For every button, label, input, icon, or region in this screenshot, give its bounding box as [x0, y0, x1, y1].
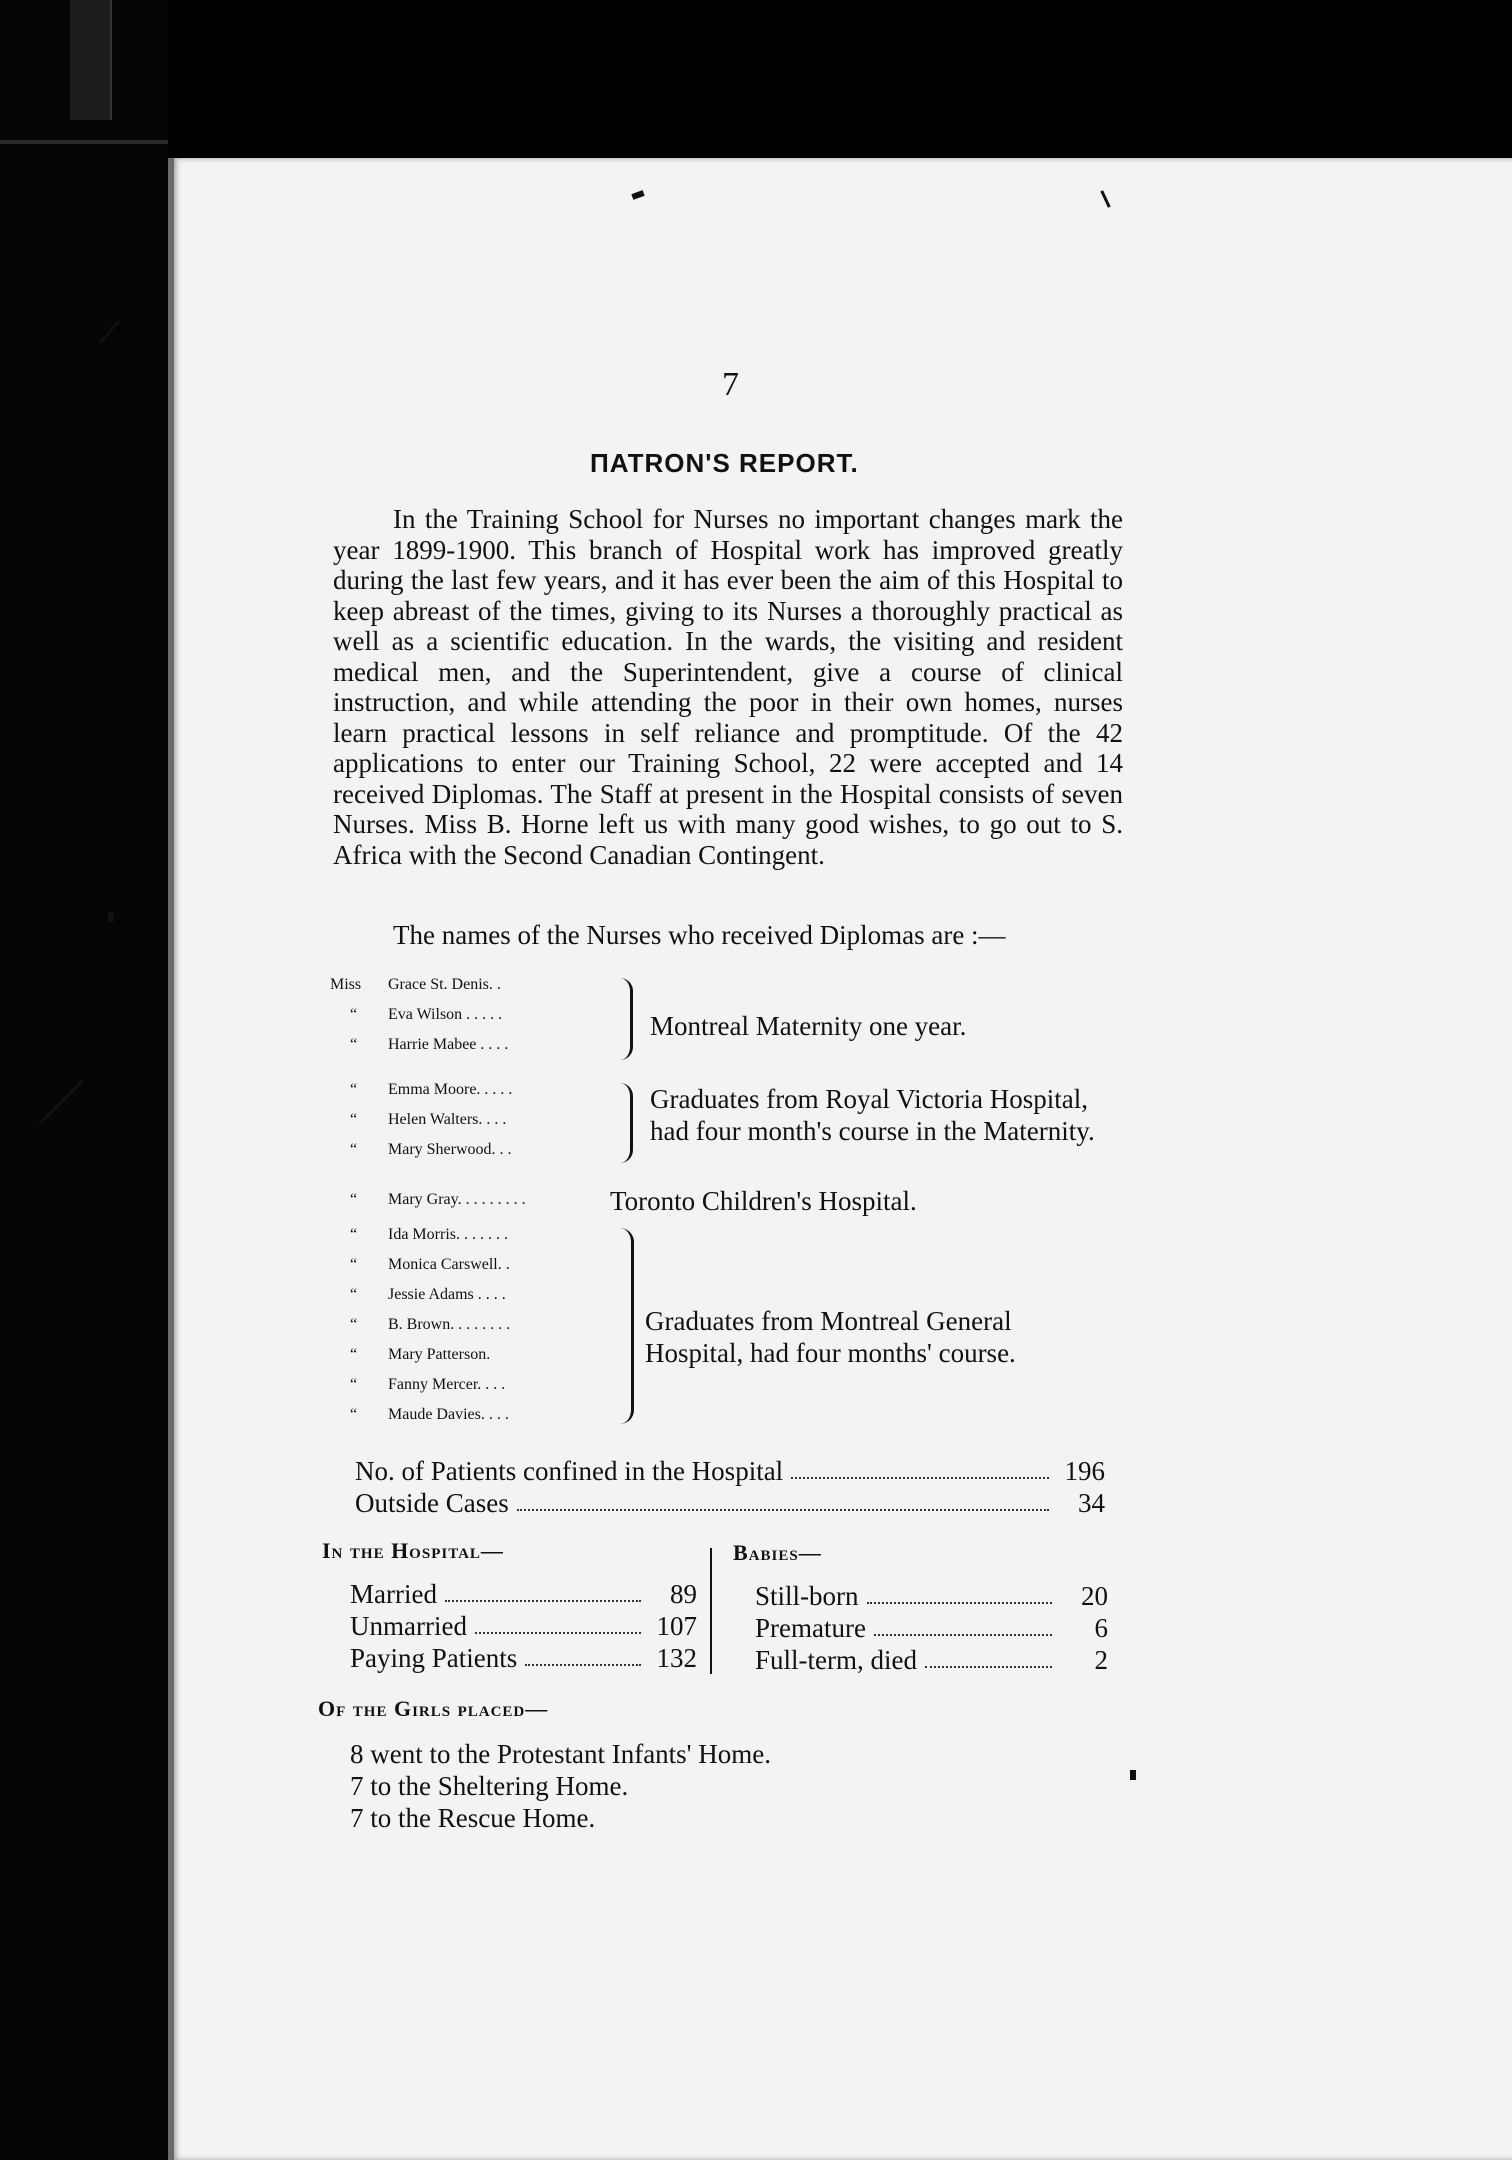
babies-row — [755, 1612, 1108, 1644]
table-divider — [710, 1548, 712, 1674]
report-title: ΠATRON'S REPORT. — [590, 448, 859, 478]
stat-value: 34 — [1078, 1487, 1105, 1518]
nurse-name: B. Brown. . . . . . . . — [388, 1316, 511, 1333]
babies-table — [733, 1540, 1108, 1676]
book-binding — [0, 0, 168, 2160]
nurse-name: Fanny Mercer. . . . — [388, 1376, 506, 1393]
stat-label: No. of Patients confined in the Hospital — [355, 1455, 784, 1486]
girls-item: 7 to the Rescue Home. — [350, 1803, 596, 1833]
row-label: Paying Patients — [350, 1642, 518, 1673]
babies-heading: Babies— — [733, 1540, 822, 1565]
patient-stats — [355, 1455, 1105, 1519]
leader-dots — [445, 1586, 641, 1602]
nurse-row — [330, 1250, 1130, 1280]
name-prefix: “ — [350, 1226, 358, 1243]
brace — [615, 1228, 634, 1424]
binding-strip — [70, 0, 112, 120]
nurse-name: Grace St. Denis. . — [388, 976, 501, 993]
babies-row — [755, 1580, 1108, 1612]
brace — [620, 978, 633, 1060]
name-prefix: “ — [350, 1346, 358, 1363]
row-value: 2 — [1094, 1644, 1108, 1675]
hospital-row — [350, 1610, 697, 1642]
name-prefix: “ — [350, 1111, 358, 1128]
nurse-row — [330, 1220, 1130, 1250]
girls-item: 7 to the Sheltering Home. — [350, 1771, 629, 1801]
nurse-name: Harrie Mabee . . . . — [388, 1036, 509, 1053]
stray-mark — [108, 912, 114, 922]
name-prefix: “ — [350, 1376, 358, 1393]
row-value: 89 — [670, 1578, 697, 1609]
name-prefix: “ — [350, 1286, 358, 1303]
name-prefix: “ — [350, 1081, 358, 1098]
group-text: Montreal Maternity one year. — [650, 1011, 967, 1041]
hospital-row — [350, 1578, 697, 1610]
nurse-name: Maude Davies. . . . — [388, 1406, 509, 1423]
hospital-row — [350, 1642, 697, 1674]
row-label: Married — [350, 1578, 437, 1609]
name-prefix: “ — [350, 1141, 358, 1158]
nurse-name: Ida Morris. . . . . . . — [388, 1226, 508, 1243]
babies-row — [755, 1644, 1108, 1676]
nurse-row — [330, 970, 1130, 1000]
leader-dots — [517, 1495, 1049, 1511]
name-prefix: “ — [350, 1036, 358, 1053]
binding-line — [0, 140, 168, 144]
row-label: Unmarried — [350, 1610, 467, 1641]
row-value: 20 — [1081, 1580, 1108, 1611]
name-prefix: Miss — [330, 976, 362, 993]
page-edge — [168, 158, 174, 2160]
nurse-row — [330, 1400, 1130, 1430]
row-value: 107 — [656, 1610, 697, 1641]
report-paragraph: In the Training School for Nurses no important changes mark the year 1899-1900. This branch of Hospital work has improved greatly during the last few years, and it has ever been the aim of this Hospital to keep abreast of the times, giving to its Nurses a thoroughly practical as well as a scientific education. In the wards, the visiting and resident medical men, and the Superintendent, give a course of clinical instruction, and while attending the poor in their own homes, nurses learn practical lessons in self reliance and promptitude. Of the 42 applications to enter our Training School, 22 were accepted and 14 received Diplomas. The Staff at present in the Hospital consists of seven Nurses. Miss B. Horne left us with many good wishes, to go out to S. Africa with the Second Canadian Contingent. — [333, 504, 1123, 870]
leader-dots — [525, 1650, 641, 1666]
stat-label: Outside Cases — [355, 1487, 509, 1518]
girls-item: 8 went to the Protestant Infants' Home. — [350, 1739, 772, 1769]
nurse-name: Monica Carswell. . — [388, 1256, 510, 1273]
row-value: 6 — [1094, 1612, 1108, 1643]
nurse-name: Jessie Adams . . . . — [388, 1286, 506, 1303]
stray-mark — [1130, 1770, 1136, 1780]
hospital-heading: In the Hospital— — [322, 1538, 504, 1563]
group-text: Graduates from Royal Victoria Hospital, had four month's course in the Maternity. — [650, 1084, 1095, 1146]
nurse-name: Emma Moore. . . . . — [388, 1081, 513, 1098]
name-prefix: “ — [350, 1256, 358, 1273]
nurse-name: Mary Gray. . . . . . . . . — [388, 1191, 526, 1208]
nurse-name: Eva Wilson . . . . . — [388, 1006, 503, 1023]
stat-row — [355, 1487, 1105, 1519]
leader-dots — [475, 1618, 641, 1634]
name-prefix: “ — [350, 1316, 358, 1333]
row-label: Still-born — [755, 1580, 859, 1611]
group-text: Graduates from Montreal General Hospital, had four months' course. — [645, 1306, 1016, 1368]
row-label: Full-term, died — [755, 1644, 917, 1675]
stat-value: 196 — [1064, 1455, 1105, 1486]
stat-row — [355, 1455, 1105, 1487]
nurse-name: Mary Sherwood. . . — [388, 1141, 512, 1158]
leader-dots — [867, 1588, 1052, 1604]
girls-heading: Of the Girls placed— — [318, 1696, 549, 1721]
nurse-name: Mary Patterson. — [388, 1346, 491, 1363]
group-text: Toronto Children's Hospital. — [610, 1186, 917, 1216]
nurse-name: Helen Walters. . . . — [388, 1111, 507, 1128]
girls-list — [350, 1738, 771, 1834]
leader-dots — [874, 1620, 1052, 1636]
leader-dots — [925, 1652, 1052, 1668]
hospital-table — [322, 1538, 697, 1674]
name-prefix: “ — [350, 1006, 358, 1023]
nurse-row — [330, 1370, 1130, 1400]
brace — [620, 1083, 633, 1163]
name-prefix: “ — [350, 1191, 358, 1208]
name-prefix: “ — [350, 1406, 358, 1423]
nurses-intro: The names of the Nurses who received Diplomas are :— — [393, 920, 1006, 950]
row-label: Premature — [755, 1612, 866, 1643]
row-value: 132 — [656, 1642, 697, 1673]
page-number: 7 — [722, 366, 739, 403]
leader-dots — [791, 1463, 1049, 1479]
